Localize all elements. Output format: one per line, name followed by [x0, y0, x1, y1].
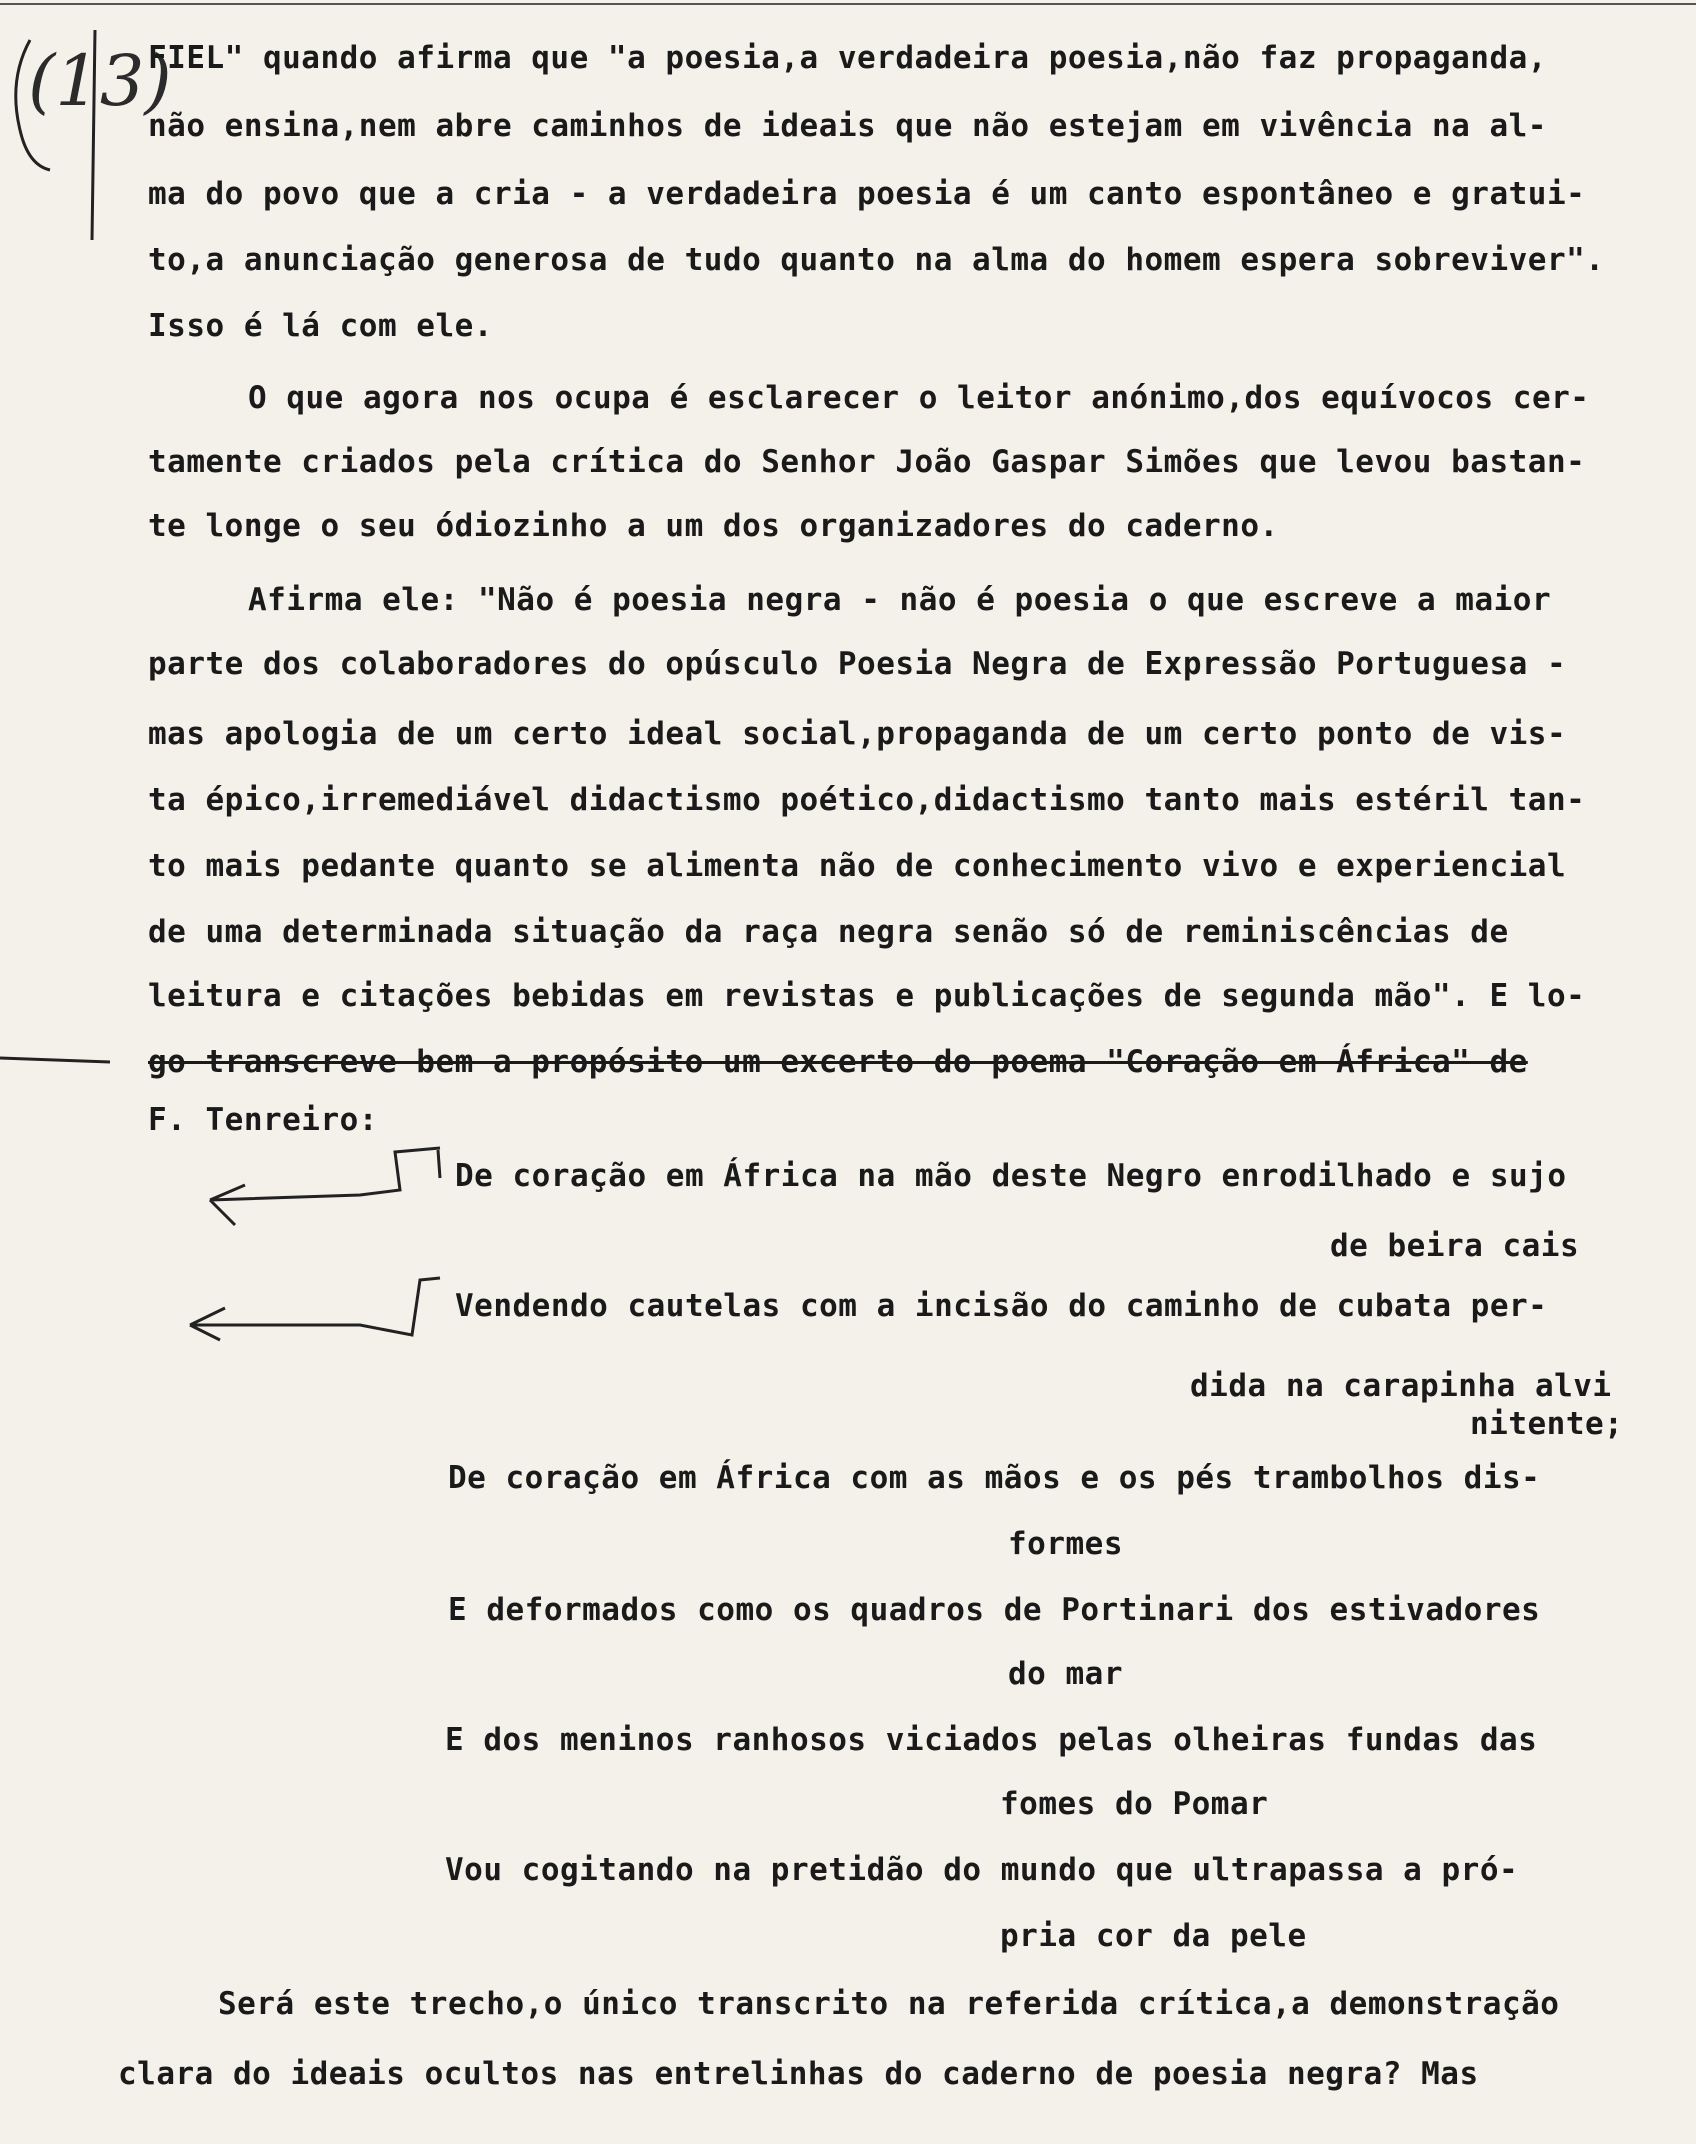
text-line: F. Tenreiro:: [148, 1102, 378, 1138]
text-line: Isso é lá com ele.: [148, 308, 493, 344]
text-line: leitura e citações bebidas em revistas e publicações de segunda mão". E lo-: [148, 978, 1586, 1014]
text-line: parte dos colaboradores do opúsculo Poesia Negra de Expressão Portuguesa -: [148, 646, 1567, 682]
poem-line: De coração em África na mão deste Negro enrodilhado e sujo: [455, 1158, 1567, 1194]
poem-line: De coração em África com as mãos e os pés trambolhos dis-: [448, 1460, 1541, 1496]
poem-line: E dos meninos ranhosos viciados pelas olheiras fundas das: [445, 1722, 1538, 1758]
poem-line: fomes do Pomar: [1000, 1786, 1269, 1822]
margin-page-note: (13): [28, 40, 172, 122]
text-line: to,a anunciação generosa de tudo quanto na alma do homem espera sobreviver".: [148, 242, 1605, 278]
poem-line: de beira cais: [1330, 1228, 1580, 1264]
poem-line: pria cor da pele: [1000, 1918, 1307, 1954]
left-arrow-mark-1: [210, 1148, 440, 1225]
poem-line: E deformados como os quadros de Portinari dos estivadores: [448, 1592, 1541, 1628]
poem-line: Vou cogitando na pretidão do mundo que ultrapassa a pró-: [445, 1852, 1519, 1888]
edge-strike-mark: [0, 1058, 110, 1062]
poem-line: formes: [1008, 1526, 1123, 1562]
poem-line: dida na carapinha alvi: [1190, 1368, 1612, 1404]
poem-line: nitente;: [1470, 1406, 1624, 1442]
text-line: tamente criados pela crítica do Senhor João Gaspar Simões que levou bastan-: [148, 444, 1586, 480]
text-line: O que agora nos ocupa é esclarecer o leitor anónimo,dos equívocos cer-: [248, 380, 1590, 416]
poem-line: Vendendo cautelas com a incisão do caminho de cubata per-: [455, 1288, 1548, 1324]
text-line: to mais pedante quanto se alimenta não de conhecimento vivo e experiencial: [148, 848, 1567, 884]
text-line: ma do povo que a cria - a verdadeira poesia é um canto espontâneo e gratui-: [148, 176, 1586, 212]
poem-line: do mar: [1008, 1656, 1123, 1692]
text-line: ta épico,irremediável didactismo poético,didactismo tanto mais estéril tan-: [148, 782, 1586, 818]
text-line: Afirma ele: "Não é poesia negra - não é poesia o que escreve a maior: [248, 582, 1552, 618]
left-arrow-mark-2: [190, 1278, 440, 1340]
text-line: clara do ideais ocultos nas entrelinhas do caderno de poesia negra? Mas: [118, 2056, 1479, 2092]
text-line: de uma determinada situação da raça negra senão só de reminiscências de: [148, 914, 1509, 950]
text-line: mas apologia de um certo ideal social,propaganda de um certo ponto de vis-: [148, 716, 1567, 752]
struck-text-line: go transcreve bem a propósito um excerto do poema "Coração em África" de: [148, 1044, 1528, 1080]
text-line: Será este trecho,o único transcrito na referida crítica,a demonstração: [218, 1986, 1560, 2022]
text-line: não ensina,nem abre caminhos de ideais que não estejam em vivência na al-: [148, 108, 1547, 144]
text-line: FIEL" quando afirma que "a poesia,a verdadeira poesia,não faz propaganda,: [148, 40, 1547, 76]
text-line: te longe o seu ódiozinho a um dos organizadores do caderno.: [148, 508, 1279, 544]
